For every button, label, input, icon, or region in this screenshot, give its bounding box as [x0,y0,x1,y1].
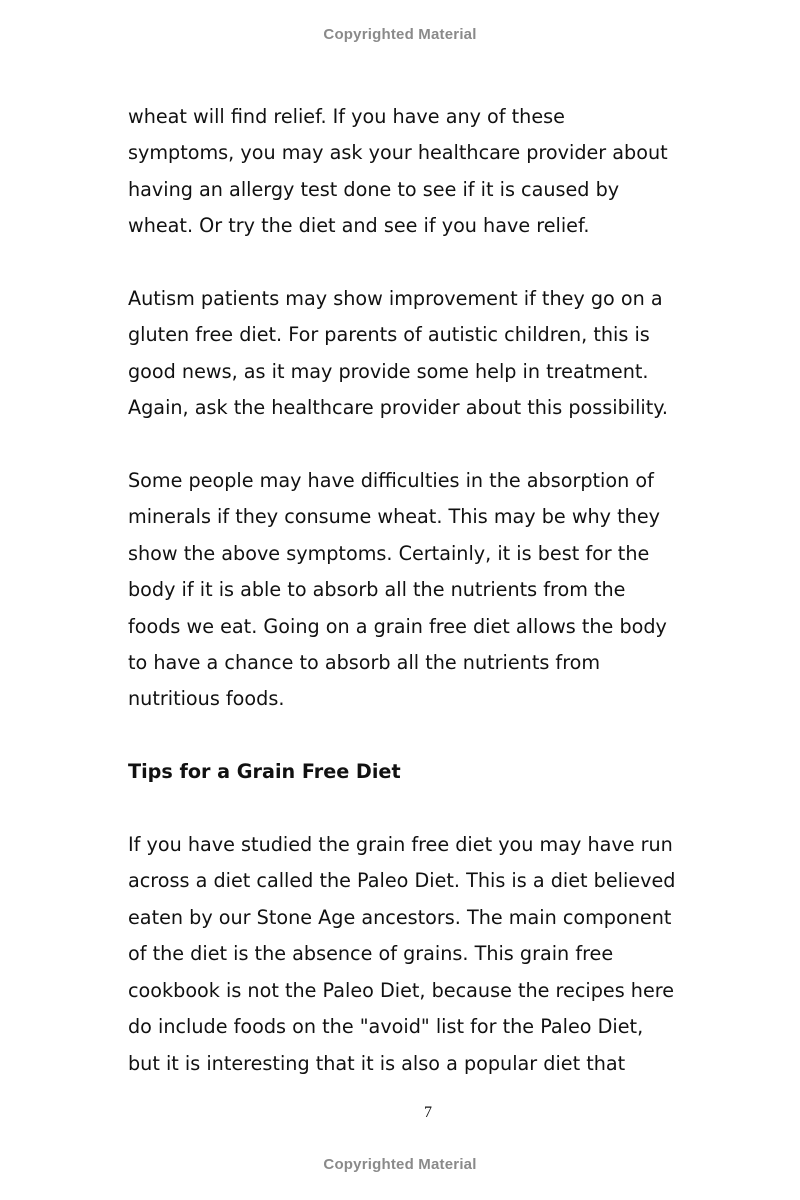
paragraph-autism [128,281,738,427]
text-line: of the diet is the absence of grains. This grain free [128,942,614,966]
page-body [128,99,738,1118]
text-line: Again, ask the healthcare provider about this possibility. [128,396,668,420]
section-heading: Tips for a Grain Free Diet [128,760,401,784]
text-line: show the above symptoms. Certainly, it is best for the [128,541,650,565]
text-line: to have a chance to absorb all the nutrients from [128,651,601,675]
text-line: cookbook is not the Paleo Diet, because the recipes here [128,978,675,1002]
copyright-watermark-top: Copyrighted Material [323,26,477,43]
text-line: gluten free diet. For parents of autistic children, this is [128,323,650,347]
text-line: wheat. Or try the diet and see if you have relief. [128,214,590,238]
copyright-watermark-bottom: Copyrighted Material [323,1156,477,1173]
text-line: symptoms, you may ask your healthcare provider about [128,141,668,165]
paragraph-wheat-relief [128,99,738,245]
text-line: nutritious foods. [128,687,285,711]
paragraph-paleo [128,827,738,1082]
text-line: eaten by our Stone Age ancestors. The main component [128,905,672,929]
text-line: wheat will find relief. If you have any of these [128,105,565,128]
page-number: 7 [424,1104,432,1121]
text-line: Some people may have difficulties in the absorption of [128,469,654,493]
text-line: but it is interesting that it is also a popular diet that [128,1051,626,1075]
text-line: having an allergy test done to see if it is caused by [128,177,620,201]
text-line: across a diet called the Paleo Diet. This is a diet believed [128,869,676,893]
text-line: foods we eat. Going on a grain free diet allows the body [128,614,667,638]
text-line: If you have studied the grain free diet you may have run [128,833,673,857]
text-line: minerals if they consume wheat. This may be why they [128,505,660,529]
text-line: Autism patients may show improvement if they go on a [128,287,663,311]
text-line: do include foods on the "avoid" list for the Paleo Diet, [128,1015,644,1039]
text-line: good news, as it may provide some help in treatment. [128,359,649,383]
paragraph-absorption [128,463,738,718]
text-line: body if it is able to absorb all the nutrients from the [128,578,626,602]
